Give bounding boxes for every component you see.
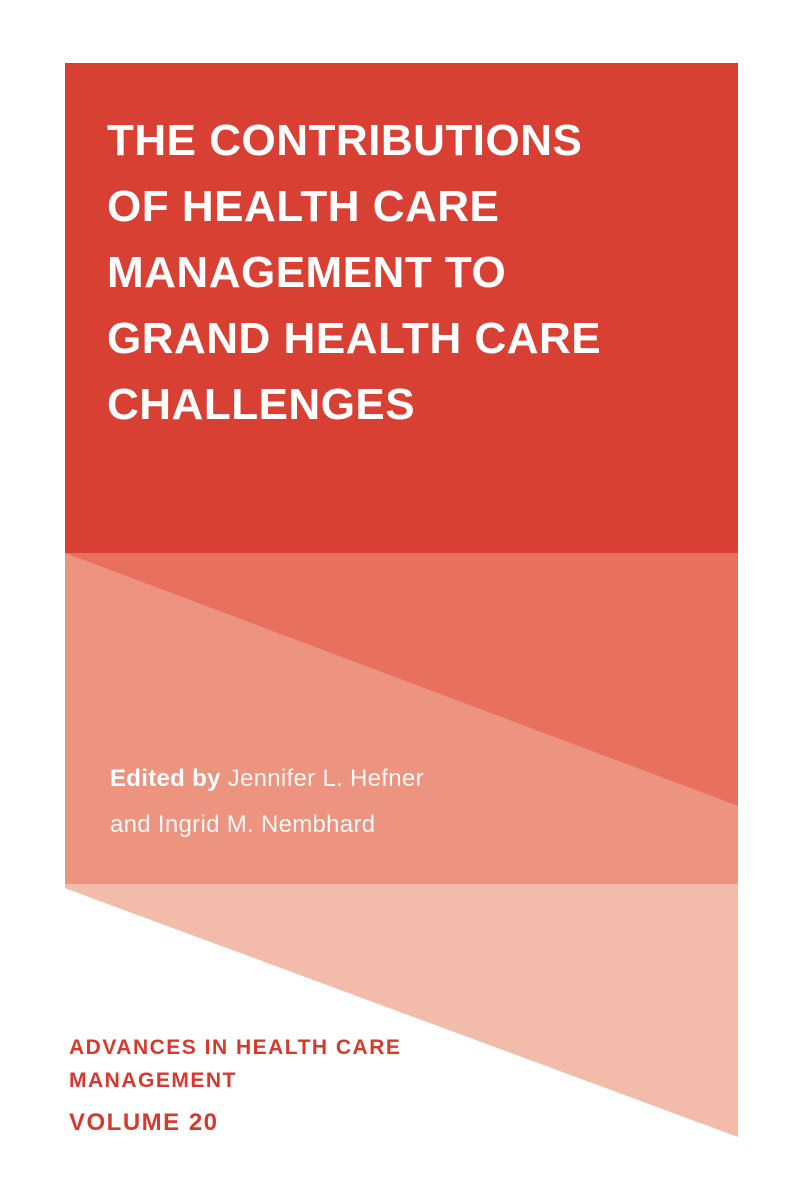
edited-by-label: Edited by — [110, 765, 221, 792]
editor-credit-line1 — [110, 756, 630, 802]
editor-name-2: and Ingrid M. Nembhard — [110, 811, 376, 838]
book-title-line: CHALLENGES — [107, 380, 416, 429]
series-title — [69, 1031, 401, 1097]
book-title — [107, 108, 717, 438]
book-title-line: THE CONTRIBUTIONS — [107, 116, 583, 165]
middle-band — [65, 553, 738, 884]
series-title-line2: MANAGEMENT — [69, 1069, 237, 1092]
book-title-line: GRAND HEALTH CARE — [107, 314, 602, 363]
editor-name-1: Jennifer L. Hefner — [227, 765, 424, 792]
book-title-line: MANAGEMENT TO — [107, 248, 507, 297]
series-title-line1: ADVANCES IN HEALTH CARE — [69, 1036, 402, 1059]
title-section — [65, 63, 738, 553]
editor-credit — [110, 756, 630, 848]
bottom-band — [65, 884, 738, 1203]
book-cover — [65, 63, 738, 1203]
book-title-line: OF HEALTH CARE — [107, 182, 500, 231]
volume-number: VOLUME 20 — [69, 1109, 219, 1136]
